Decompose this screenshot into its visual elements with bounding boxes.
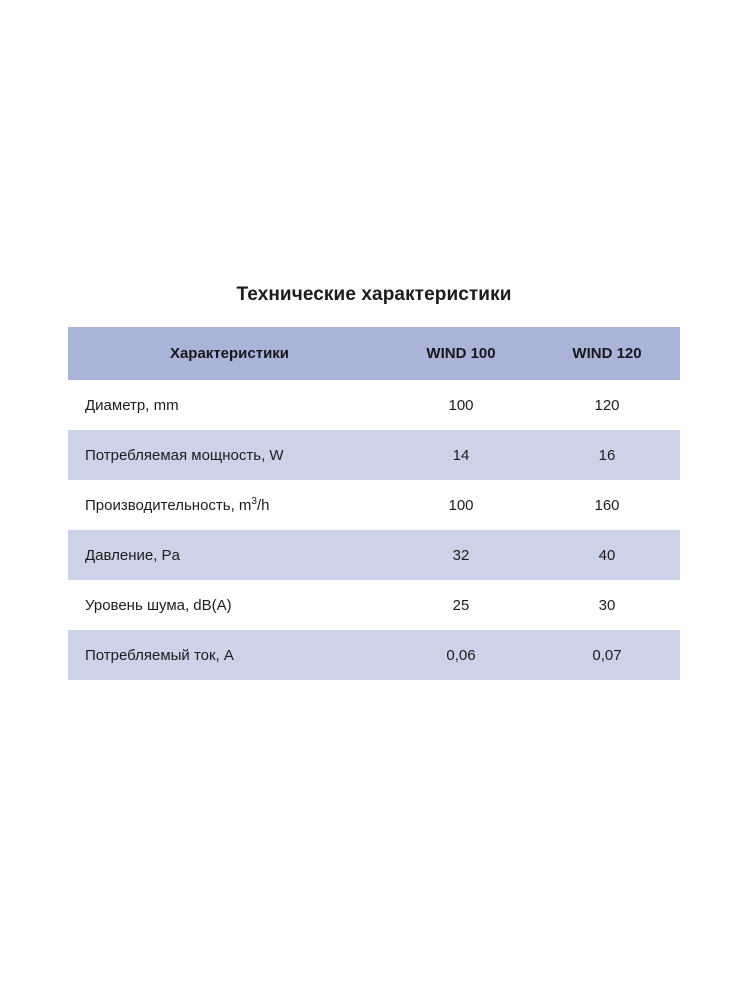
column-header-characteristics: Характеристики	[68, 327, 388, 380]
cell-pressure-wind100: 32	[388, 530, 534, 580]
row-label-pressure: Давление, Pa	[68, 530, 388, 580]
table-row	[68, 380, 680, 430]
cell-power-wind120: 16	[534, 430, 680, 480]
table-row	[68, 530, 680, 580]
row-label-airflow-base: Производительность, m	[85, 496, 252, 514]
cell-power-wind100: 14	[388, 430, 534, 480]
table-header-row	[68, 327, 680, 380]
cell-noise-wind100: 25	[388, 580, 534, 630]
row-label-airflow-tail: /h	[256, 496, 270, 514]
column-header-wind-120: WIND 120	[534, 327, 680, 380]
cell-airflow-wind120: 160	[534, 480, 680, 530]
cell-current-wind120: 0,07	[534, 630, 680, 680]
cell-current-wind100: 0,06	[388, 630, 534, 680]
table-row	[68, 630, 680, 680]
table-body	[68, 380, 680, 680]
row-label-airflow	[68, 480, 388, 530]
specifications-block	[68, 284, 680, 680]
table-row	[68, 430, 680, 480]
table-row	[68, 580, 680, 630]
page-title: Технические характеристики	[236, 284, 512, 305]
cell-diameter-wind100: 100	[388, 380, 534, 430]
cell-pressure-wind120: 40	[534, 530, 680, 580]
specifications-table	[68, 327, 680, 680]
table-header	[68, 327, 680, 380]
cell-airflow-wind100: 100	[388, 480, 534, 530]
row-label-airflow-exponent: 3	[251, 495, 257, 507]
row-label-noise: Уровень шума, dB(A)	[68, 580, 388, 630]
row-label-current: Потребляемый ток, A	[68, 630, 388, 680]
column-header-wind-100: WIND 100	[388, 327, 534, 380]
row-label-power: Потребляемая мощность, W	[68, 430, 388, 480]
table-row	[68, 480, 680, 530]
cell-diameter-wind120: 120	[534, 380, 680, 430]
cell-noise-wind120: 30	[534, 580, 680, 630]
row-label-diameter: Диаметр, mm	[68, 380, 388, 430]
